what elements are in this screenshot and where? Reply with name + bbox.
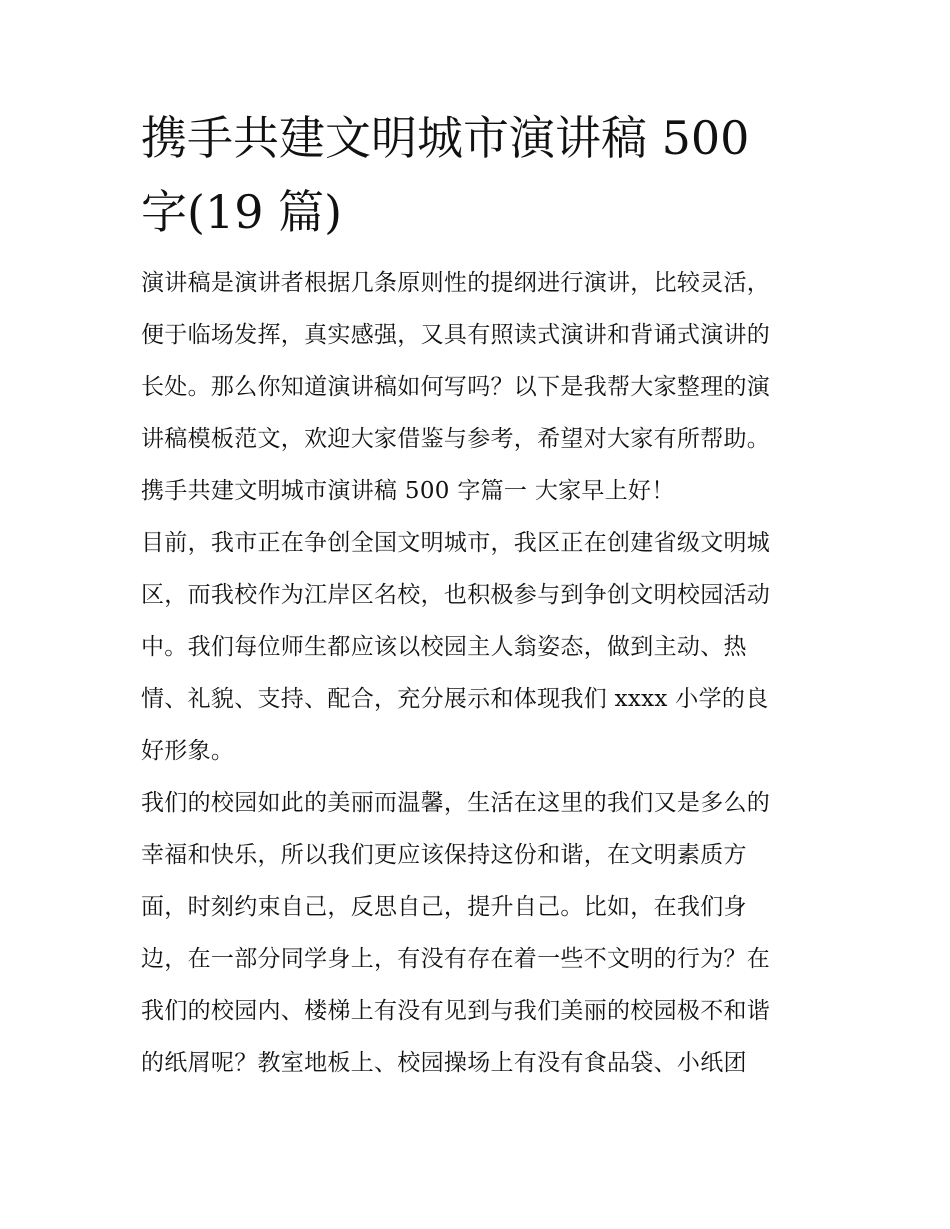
body-line: 我们的校园如此的美丽而温馨，生活在这里的我们又是多么的 <box>141 790 771 816</box>
body-line: 区，而我校作为江岸区名校，也积极参与到争创文明校园活动 <box>141 582 771 608</box>
body-line: 情、礼貌、支持、配合，充分展示和体现我们 xxxx 小学的良 <box>141 686 769 712</box>
body-line: 我们的校园内、楼梯上有没有见到与我们美丽的校园极不和谐 <box>141 998 771 1024</box>
body-line: 讲稿模板范文，欢迎大家借鉴与参考，希望对大家有所帮助。 <box>141 426 771 452</box>
body-line: 边，在一部分同学身上，有没有存在着一些不文明的行为？在 <box>141 946 771 972</box>
body-line: 便于临场发挥，真实感强，又具有照读式演讲和背诵式演讲的 <box>141 322 771 348</box>
body-line: 长处。那么你知道演讲稿如何写吗？以下是我帮大家整理的演 <box>141 374 771 400</box>
body-line: 演讲稿是演讲者根据几条原则性的提纲进行演讲，比较灵活， <box>141 270 771 296</box>
document-page <box>141 112 819 1098</box>
document-title <box>141 112 819 238</box>
document-body <box>141 266 819 1080</box>
body-line: 的纸屑呢？教室地板上、校园操场上有没有食品袋、小纸团 <box>141 1050 747 1076</box>
title-line-1: 携手共建文明城市演讲稿 500 <box>141 111 750 165</box>
body-line: 面，时刻约束自己，反思自己，提升自己。比如，在我们身 <box>141 894 747 920</box>
body-line: 目前，我市正在争创全国文明城市，我区正在创建省级文明城 <box>141 530 771 556</box>
title-line-2: 字(19 篇) <box>141 185 343 239</box>
section-heading-line: 携手共建文明城市演讲稿 500 字篇一 大家早上好！ <box>141 478 675 504</box>
body-line: 中。我们每位师生都应该以校园主人翁姿态，做到主动、热 <box>141 634 747 660</box>
body-line: 好形象。 <box>141 738 235 764</box>
body-line: 幸福和快乐，所以我们更应该保持这份和谐，在文明素质方 <box>141 842 747 868</box>
